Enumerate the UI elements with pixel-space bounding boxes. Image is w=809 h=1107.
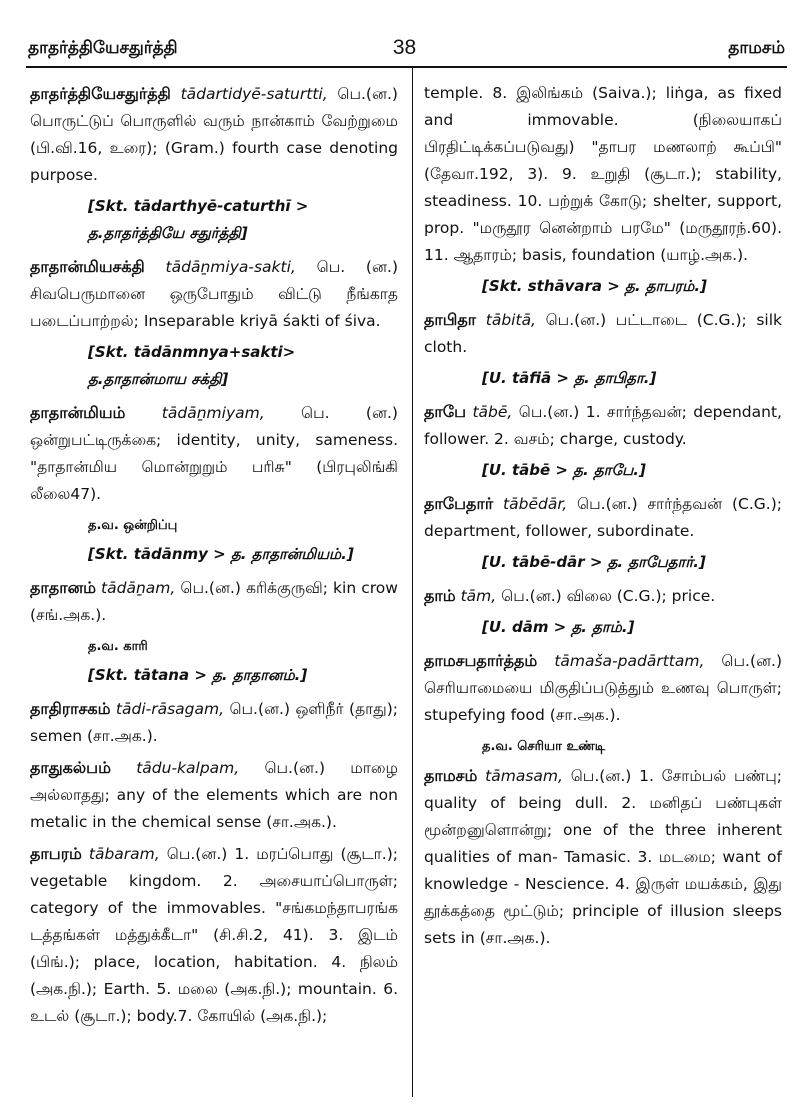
etymology-note: [Skt. tādānmy > த. தாதான்மியம்.] <box>88 545 354 563</box>
transliteration: tābaram, <box>88 845 160 863</box>
transliteration: tādartidyē-saturtti, <box>180 85 328 103</box>
dictionary-entry <box>424 647 782 729</box>
dictionary-entry <box>30 253 398 335</box>
dictionary-entry <box>424 762 782 952</box>
tamil-equivalent: த.வ. செரியா உண்டி <box>482 739 606 754</box>
definition: பெ.(ன.) 1. சோம்பல் பண்பு; quality of being dull. 2. மனிதப் பண்புகள் மூன்றனுளொன்று; one of the three inherent qualities of man- Tamasic. 3. மடமை; want of knowledge - Nescience. 4. இருள் மயக்கம், இது தூக்கத்தை மூட்டும்; principle of illusion sleeps sets in (சா.அக.). <box>424 767 782 947</box>
definition: பெ.(ன.) கரிக்குருவி; kin crow (சங்.அக.). <box>30 579 398 624</box>
column-divider <box>412 67 413 1097</box>
etymology-note: [Skt. tādarthyē-caturthī > த.தாதர்த்தியே சதுர்த்தி] <box>88 197 309 242</box>
headword: தாதிராசகம் <box>30 699 111 718</box>
definition: பெ.(ன.) விலை (C.G.); price. <box>501 587 716 605</box>
etymology-note: [U. dām > த. தாம்.] <box>482 618 635 636</box>
dictionary-entry <box>424 582 782 610</box>
headword: தாமசம் <box>424 766 478 785</box>
transliteration: tāmasam, <box>485 767 563 785</box>
page-header <box>0 0 809 60</box>
definition: பெ. (ன.) ஒன்றுபட்டிருக்கை; identity, unity, sameness. "தாதான்மிய மொன்றுறும் பரிசு" (பிரபுலிங்கி லீலை47). <box>30 404 398 503</box>
headword: தாம் <box>424 586 456 605</box>
right-column <box>424 80 782 956</box>
headword: தாபே <box>424 402 467 421</box>
etymology-note: [U. tāfiā > த. தாபிதா.] <box>482 369 657 387</box>
dictionary-entry <box>424 306 782 361</box>
transliteration: tādāṉmiya-sakti, <box>165 258 296 276</box>
header-rule <box>26 66 787 68</box>
tamil-equivalent: த.வ. காரி <box>88 639 148 654</box>
etymology-note: [Skt. tādānmnya+sakti> த.தாதான்மாய சக்தி] <box>88 343 296 388</box>
definition: பெ.(ன.) ஒளிநீர் (தாது); semen (சா.அக.). <box>30 700 398 745</box>
transliteration: tābēdār, <box>503 495 568 513</box>
dictionary-entry <box>424 398 782 453</box>
transliteration: tām, <box>460 587 497 605</box>
definition: பெ.(ன.) செரியாமையை மிகுதிப்படுத்தும் உணவு பொருள்; stupefying food (சா.அக.). <box>424 652 782 724</box>
transliteration: tādāṉmiyam, <box>161 404 265 422</box>
transliteration: tāmaša-padārttam, <box>554 652 705 670</box>
running-head-left: தாதர்த்தியேசதுர்த்தி <box>28 38 178 58</box>
headword: தாபேதார் <box>424 494 494 513</box>
left-column <box>30 80 398 1034</box>
dictionary-entry <box>30 695 398 750</box>
headword: தாதர்த்தியேசதுர்த்தி <box>30 84 171 103</box>
dictionary-entry <box>30 80 398 189</box>
headword: தாதான்மியசக்தி <box>30 257 145 276</box>
etymology-note: [U. tābē > த. தாபே.] <box>482 461 646 479</box>
transliteration: tādāṉam, <box>101 579 176 597</box>
headword: தாபரம் <box>30 844 82 863</box>
definition: பெ.(ன.) பொருட்டுப் பொருளில் வரும் நான்காம் வேற்றுமை (பி.வி.16, உரை); (Gram.) fourth case denoting purpose. <box>30 85 398 184</box>
etymology-note: [Skt. sthāvara > த. தாபரம்.] <box>482 277 707 295</box>
definition: பெ.(ன.) மாழை அல்லாதது; any of the elements which are non metalic in the chemical sense (சா.அக.). <box>30 759 398 831</box>
transliteration: tābē, <box>472 403 513 421</box>
headword: தாதானம் <box>30 578 96 597</box>
etymology-note: [U. tābē-dār > த. தாபேதார்.] <box>482 553 706 571</box>
etymology-note: [Skt. tātana > த. தாதானம்.] <box>88 666 308 684</box>
definition: பெ.(ன.) 1. மரப்பொது (சூடா.); vegetable kingdom. 2. அசையாப்பொருள்; category of the immovables. "சங்கமந்தாபரங்க டத்தங்கள் மத்துக்கீடா" (சி.சி.2, 41). 3. இடம் (பிங்.); place, location, habitation. 4. நிலம் (அக.நி.); Earth. 5. மலை (அக.நி.); mountain. 6. உடல் (சூடா.); body.7. கோயில் (அக.நி.); <box>30 845 398 1025</box>
dictionary-entry <box>30 754 398 836</box>
definition: பெ.(ன.) பட்டாடை (C.G.); silk cloth. <box>424 311 782 356</box>
transliteration: tābitā, <box>485 311 536 329</box>
headword: தாபிதா <box>424 310 477 329</box>
dictionary-entry <box>424 490 782 545</box>
transliteration: tādu-kalpam, <box>136 759 240 777</box>
tamil-equivalent: த.வ. ஒன்றிப்பு <box>88 518 178 533</box>
dictionary-entry <box>30 574 398 629</box>
headword: தாதுகல்பம் <box>30 758 111 777</box>
entry-continuation: temple. 8. இலிங்கம் (Saiva.); liṅga, as fixed and immovable. (நிலையாகப் பிரதிட்டிக்கப்படுவது) "தாபர மணலாற் கூப்பி" (தேவா.192, 3). 9. உறுதி (சூடா.); stability, steadiness. 10. பற்றுக் கோடு; shelter, support, prop. "மருதூர னென்றாம் பரமே" (மருதூரந்.60). 11. ஆதாரம்; basis, foundation (யாழ்.அக.). <box>424 84 782 264</box>
dictionary-entry <box>30 840 398 1030</box>
definition: பெ.(ன.) 1. சார்ந்தவன்; dependant, follower. 2. வசம்; charge, custody. <box>424 403 782 448</box>
transliteration: tādi-rāsagam, <box>115 700 225 718</box>
definition: பெ.(ன.) சார்ந்தவன் (C.G.); department, follower, subordinate. <box>424 495 782 540</box>
definition: பெ. (ன.) சிவபெருமானை ஒருபோதும் விட்டு நீங்காத படைப்பாற்றல்; Inseparable kriyā śakti of śiva. <box>30 258 398 330</box>
running-head-right: தாமசம் <box>728 38 785 58</box>
headword: தாமசபதார்த்தம் <box>424 651 538 670</box>
headword: தாதான்மியம் <box>30 403 126 422</box>
dictionary-entry <box>30 399 398 508</box>
page-number: 38 <box>392 36 417 59</box>
